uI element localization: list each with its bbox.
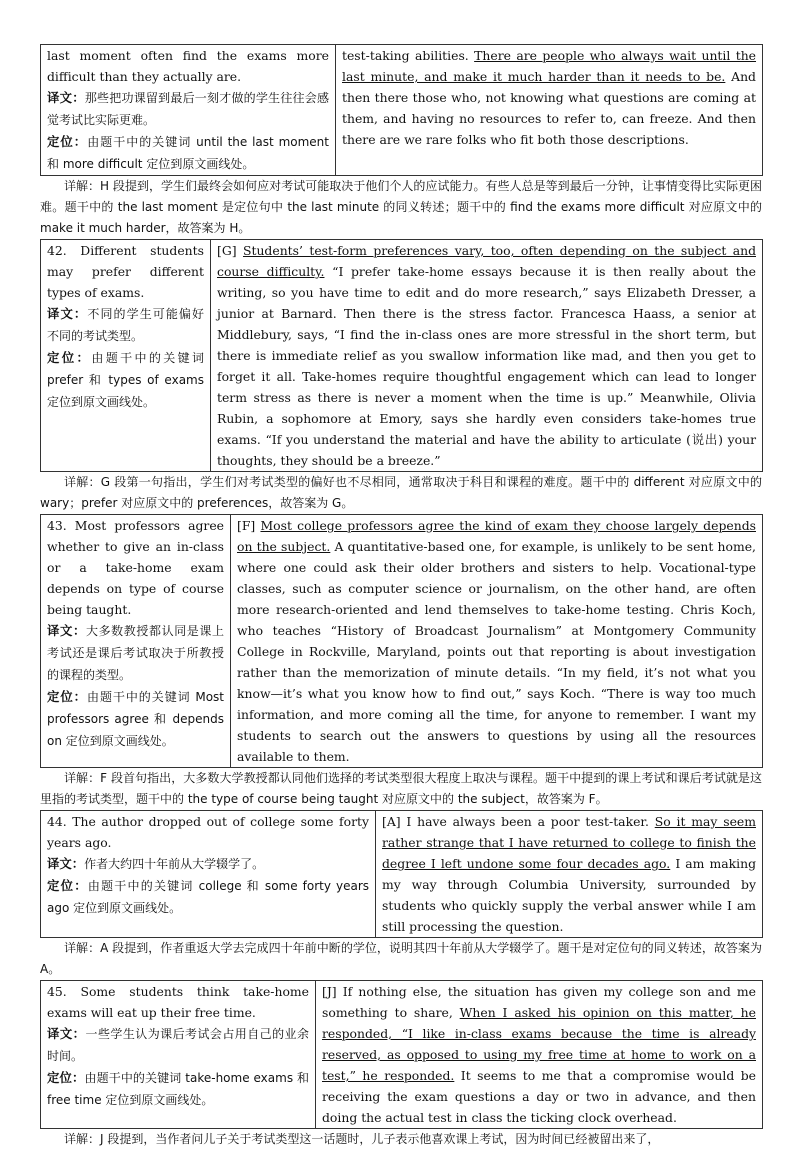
- translation-label: 译文：: [47, 90, 85, 105]
- question-block-44: [40, 810, 763, 938]
- translation: 译文：一些学生认为课后考试会占用自己的业余时间。: [47, 1026, 309, 1063]
- question-block-42: [40, 239, 763, 472]
- translation: 译文：大多数教授都认同是课上考试还是课后考试取决于所教授的课程的类型。: [47, 623, 224, 682]
- question-text: 44. The author dropped out of college some forty years ago.: [47, 814, 369, 850]
- question-block-45: [40, 980, 763, 1129]
- locate: 定位：由题干中的关键词 prefer 和 types of exams 定位到原文画线处。: [47, 350, 204, 409]
- passage-cell-41: test-taking abilities. There are people who always wait until the last minute, and make it much harder than it needs to be. And then there those who, not knowing what questions are coming at them, and having no resources to refer to, can freeze. And then there are we rare folks who fit both those descriptions.: [336, 45, 763, 176]
- question-text: 43. Most professors agree whether to give an in-class or a take-home exam depends on type of course being taught.: [47, 518, 224, 617]
- question-cell-45: [41, 981, 316, 1129]
- question-block-41: [40, 44, 763, 176]
- question-text: 45. Some students think take-home exams will eat up their free time.: [47, 984, 309, 1020]
- question-cell-41: [41, 45, 336, 176]
- locate: 定位：由题干中的关键词 college 和 some forty years ago 定位到原文画线处。: [47, 878, 370, 915]
- locate-label: 定位：: [47, 134, 88, 149]
- underlined-sentence: When I asked his opinion on this matter, he responded, “I like in-class exams because the time is already reserved, as opposed to using my free time at home to work on a test,” he responded.: [322, 1005, 756, 1083]
- translation: 译文：作者大约四十年前从大学辍学了。: [47, 856, 265, 871]
- underlined-sentence: So it may seem rather strange that I have returned to college to finish the degree I left undone some four decades ago.: [382, 814, 756, 871]
- passage-cell-42: [G] Students’ test-form preferences vary, too, often depending on the subject and course difficulty. “I prefer take-home essays because it is then really about the writing, so you have time to edit and do more research,” says Elizabeth Dresser, a junior at Barnard. Then there is the stress factor. Francesca Haass, a senior at Middlebury, says, “I find the in-class ones are more stressful in the short term, but there is immediate relief as you swallow information like mad, and then you get to forget it all. Take-homes require thoughtful engagement which can lead to longer term stress as there is never a moment when the time is up.” Meanwhile, Olivia Rubin, a sophomore at Emory, says she hardly even considers take-homes true exams. “If you understand the material and have the ability to articulate (说出) your thoughts, they should be a breeze.”: [211, 240, 763, 472]
- passage-cell-45: [J] If nothing else, the situation has given my college son and me something to share, When I asked his opinion on this matter, he responded, “I like in-class exams because the time is already reserved, as opposed to using my free time at home to work on a test,” he responded. It seems to me that a compromise would be receiving the exam questions a day or two in advance, and then doing the actual test in class the ticking clock overhead.: [316, 981, 763, 1129]
- explanation-44: 详解：A 段提到，作者重返大学去完成四十年前中断的学位，说明其四十年前从大学辍学了。题干是对定位句的同义转述，故答案为 A。: [40, 941, 762, 976]
- question-text: last moment often find the exams more difficult than they actually are.: [47, 48, 329, 84]
- question-cell-42: [41, 240, 211, 472]
- underlined-sentence: Students’ test-form preferences vary, too, often depending on the subject and course difficulty.: [217, 243, 756, 279]
- question-cell-44: [41, 811, 376, 938]
- explanation-43: 详解：F 段首句指出，大多数大学教授都认同他们选择的考试类型很大程度上取决与课程。题干中提到的课上考试和课后考试就是这里指的考试类型，题干中的 the type of course being taught 对应原文中的 the subject，故答案为 F。: [40, 771, 762, 806]
- translation: 译文：不同的学生可能偏好不同的考试类型。: [47, 306, 204, 343]
- explanation-41: 详解：H 段提到，学生们最终会如何应对考试可能取决于他们个人的应试能力。有些人总是等到最后一分钟，让事情变得比实际更困难。题干中的 the last moment 是定位句中 the last minute 的同义转述；题干中的 find the exams more difficult 对应原文中的 make it much harder，故答案为 H。: [40, 179, 762, 235]
- document-page: [40, 44, 762, 1150]
- question-text: 42. Different students may prefer different types of exams.: [47, 243, 204, 300]
- question-cell-43: [41, 515, 231, 768]
- underlined-sentence: Most college professors agree the kind of exam they choose largely depends on the subject.: [237, 518, 756, 554]
- locate: 定位：由题干中的关键词 until the last moment 和 more difficult 定位到原文画线处。: [47, 134, 329, 171]
- question-block-43: [40, 514, 763, 768]
- translation: 译文：那些把功课留到最后一刻才做的学生往往会感觉考试比实际更难。: [47, 90, 329, 127]
- passage-cell-43: [F] Most college professors agree the kind of exam they choose largely depends on the subject. A quantitative-based one, for example, is unlikely to be sent home, where one could ask their older brothers and sisters to help. Vocational-type classes, such as computer science or journalism, on the other hand, are often more research-oriented and lend themselves to take-home testing. Chris Koch, who teaches “History of Broadcast Journalism” at Montgomery Community College in Rockville, Maryland, points out that reporting is about investigation rather than the memorization of minute details. “In my field, it’s not what you know—it’s what you know how to find out,” says Koch. “There is way too much information, and more coming all the time, for anyone to remember. I want my students to search out the answers to questions by using all the resources available to them.: [231, 515, 763, 768]
- underlined-sentence: There are people who always wait until the last minute, and make it much harder than it needs to be.: [342, 48, 757, 84]
- explanation-45: 详解：J 段提到，当作者问儿子关于考试类型这一话题时，儿子表示他喜欢课上考试，因为时间已经被留出来了，: [64, 1132, 660, 1146]
- passage-cell-44: [A] I have always been a poor test-taker. So it may seem rather strange that I have returned to college to finish the degree I left undone some four decades ago. I am making my way through Columbia University, surrounded by students who quickly supply the verbal answer while I am still processing the question.: [376, 811, 763, 938]
- explanation-42: 详解：G 段第一句指出，学生们对考试类型的偏好也不尽相同，通常取决于科目和课程的难度。题干中的 different 对应原文中的 wary；prefer 对应原文中的 preferences，故答案为 G。: [40, 475, 762, 510]
- locate: 定位：由题干中的关键词 take-home exams 和 free time 定位到原文画线处。: [47, 1070, 310, 1107]
- locate: 定位：由题干中的关键词 Most professors agree 和 depends on 定位到原文画线处。: [47, 689, 225, 748]
